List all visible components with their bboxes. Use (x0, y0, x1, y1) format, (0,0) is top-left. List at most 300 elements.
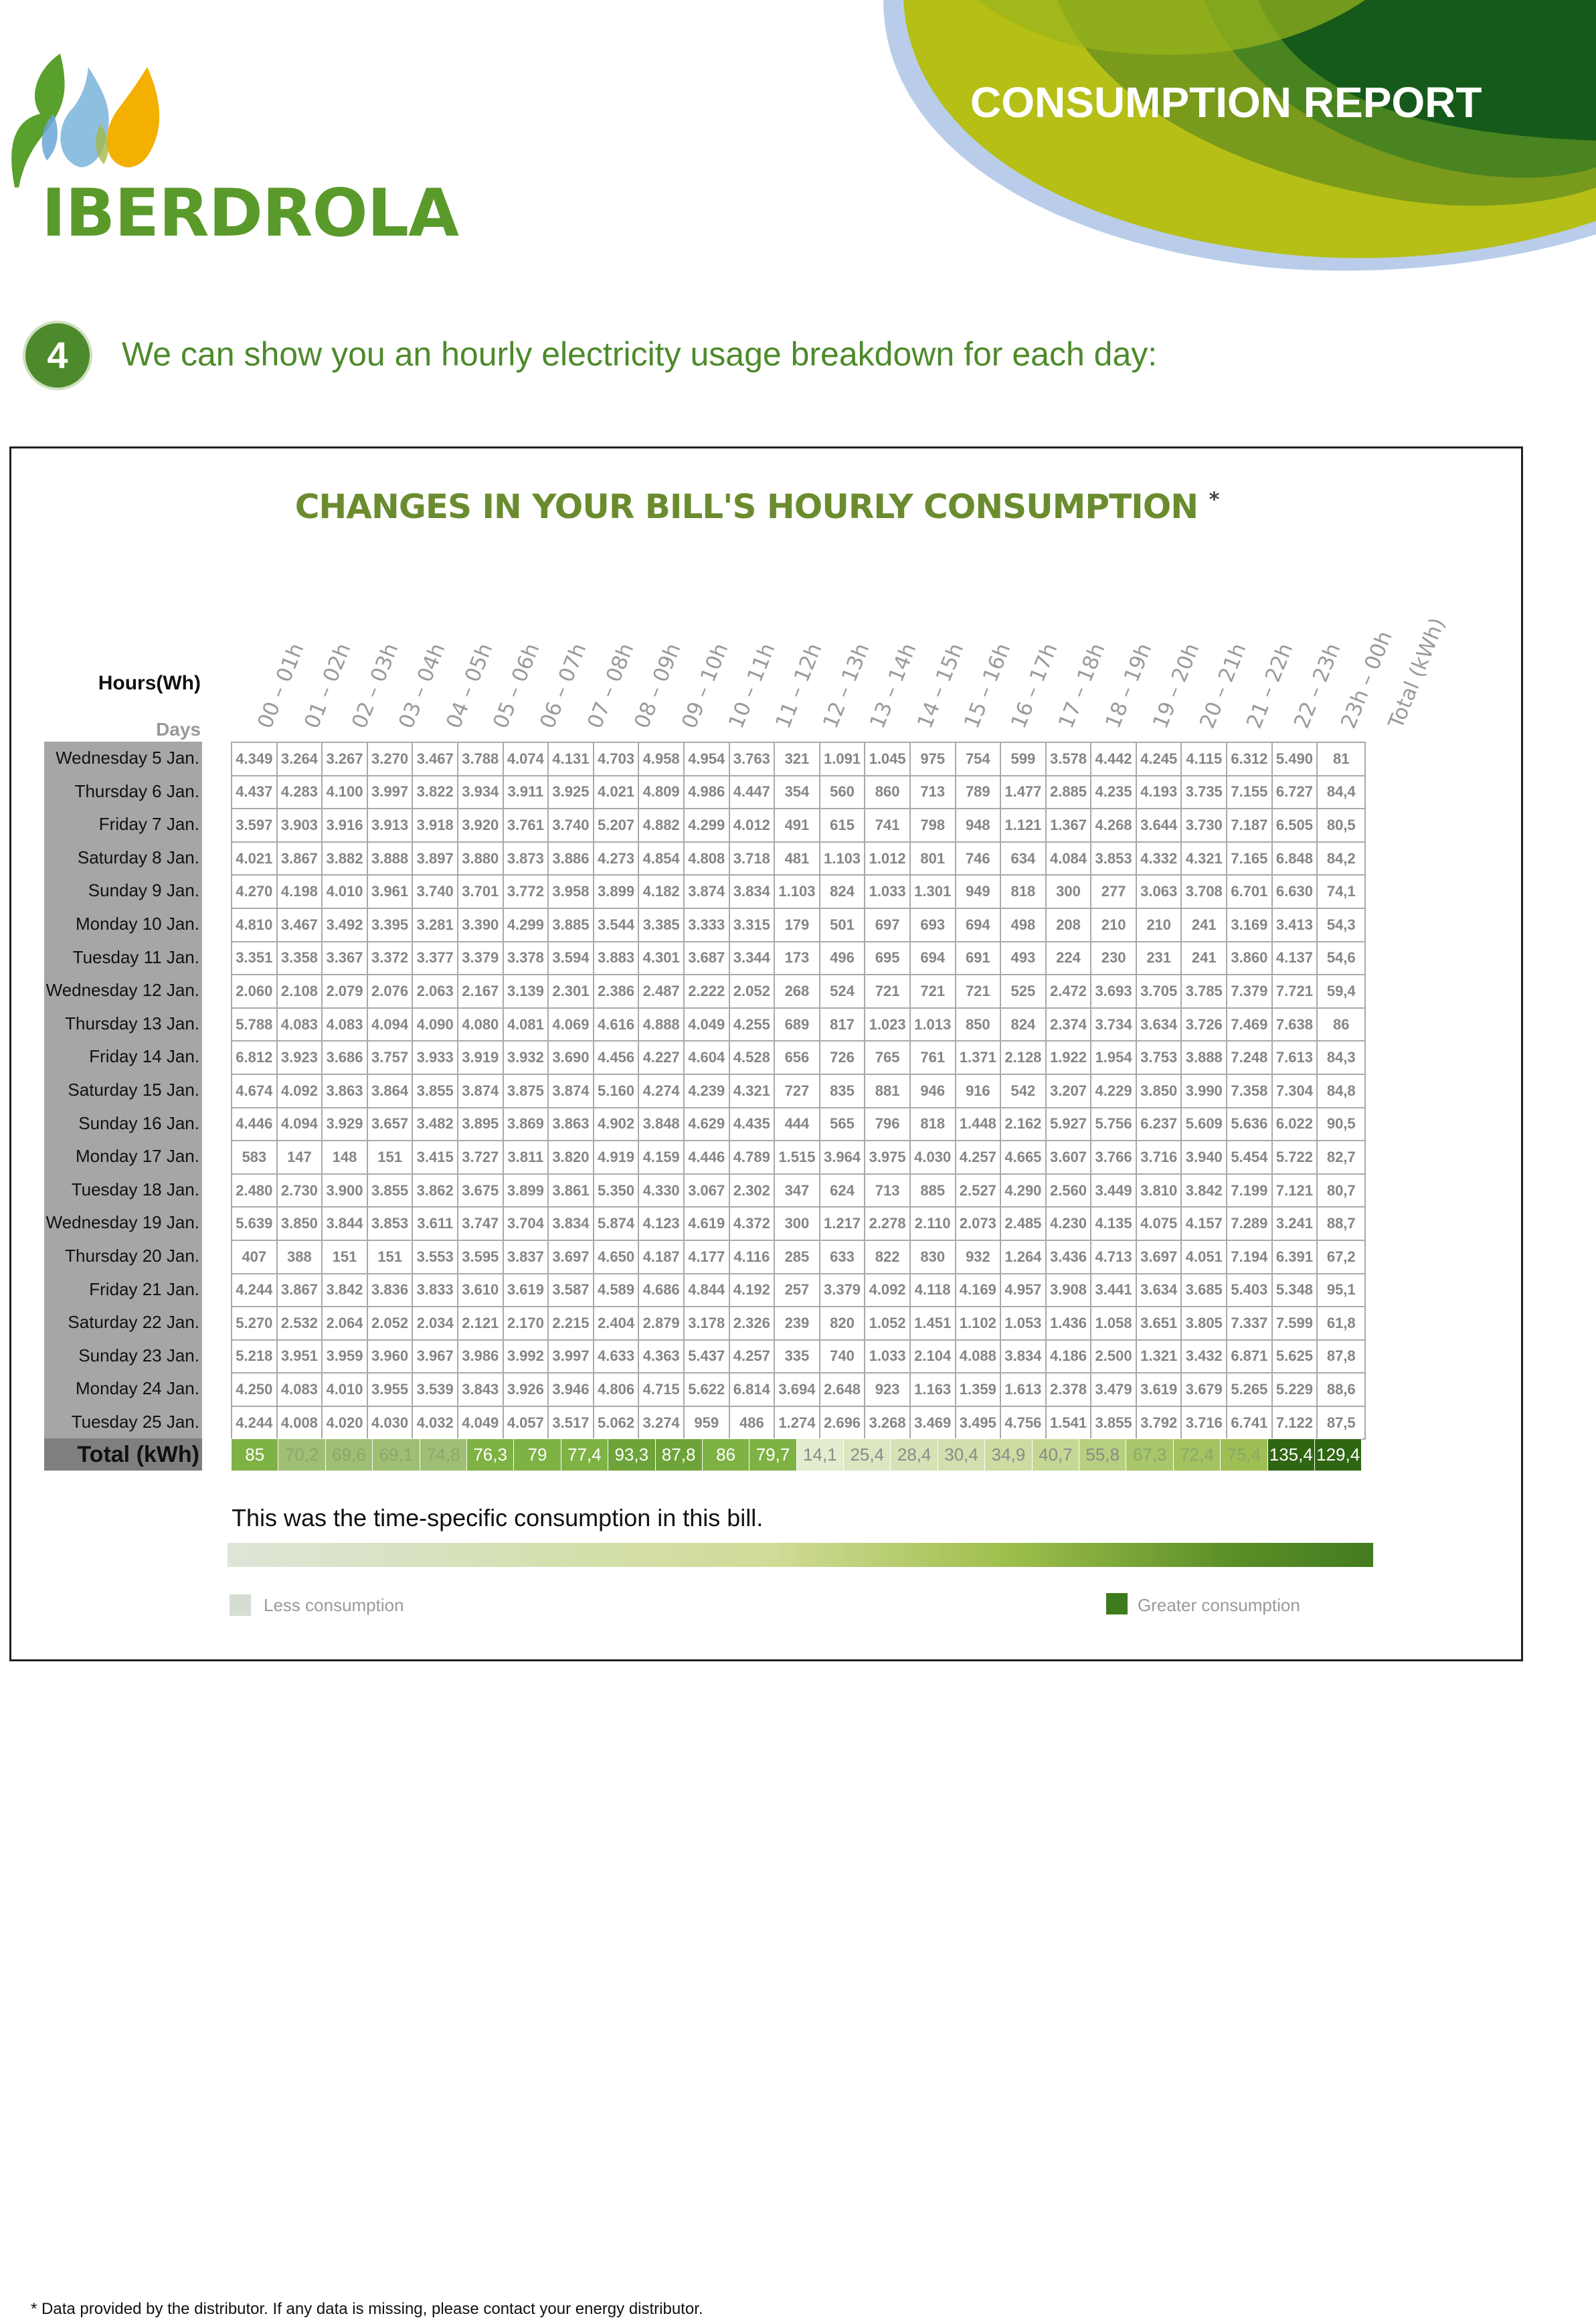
consumption-cell: 4.182 (638, 875, 684, 908)
consumption-cell: 5.927 (1046, 1108, 1091, 1141)
consumption-cell: 1.301 (910, 875, 956, 908)
hour-column-header: 03 – 04h (394, 639, 450, 732)
consumption-cell: 2.301 (548, 975, 594, 1008)
consumption-cell: 4.169 (956, 1274, 1001, 1307)
consumption-cell: 1.451 (910, 1307, 956, 1340)
consumption-cell: 4.177 (684, 1240, 729, 1274)
consumption-cell: 3.432 (1181, 1340, 1227, 1374)
consumption-cell: 3.918 (412, 809, 458, 842)
hour-total-cell: 70,2 (278, 1439, 325, 1471)
consumption-cell: 3.933 (412, 1041, 458, 1074)
consumption-cell: 3.997 (367, 776, 413, 809)
hour-total-cell: 40,7 (1032, 1439, 1079, 1471)
consumption-cell: 4.192 (729, 1274, 775, 1307)
consumption-cell: 2.480 (232, 1174, 277, 1208)
consumption-cell: 241 (1181, 908, 1227, 942)
consumption-cell: 444 (774, 1108, 820, 1141)
consumption-cell: 3.833 (412, 1274, 458, 1307)
hour-total-cell: 93,3 (608, 1439, 655, 1471)
consumption-cell: 3.395 (367, 908, 413, 942)
chart-title-text: CHANGES IN YOUR BILL'S HOURLY CONSUMPTION (294, 487, 1199, 526)
consumption-cell: 498 (1000, 908, 1046, 942)
consumption-cell: 3.992 (503, 1340, 549, 1374)
row-total-cell: 82,7 (1317, 1141, 1365, 1174)
consumption-cell: 2.500 (1091, 1340, 1136, 1374)
hour-column-header: 07 – 08h (582, 639, 639, 732)
consumption-cell: 4.528 (729, 1041, 775, 1074)
consumption-cell: 4.756 (1000, 1406, 1046, 1440)
consumption-cell: 3.834 (1000, 1340, 1046, 1374)
consumption-cell: 239 (774, 1307, 820, 1340)
consumption-cell: 277 (1091, 875, 1136, 908)
consumption-cell: 1.103 (774, 875, 820, 908)
consumption-cell: 3.597 (232, 809, 277, 842)
consumption-cell: 3.685 (1181, 1274, 1227, 1307)
consumption-cell: 3.853 (367, 1207, 413, 1240)
consumption-cell: 691 (956, 942, 1001, 975)
consumption-cell: 3.378 (503, 942, 549, 975)
consumption-cell: 3.967 (412, 1340, 458, 1374)
hour-total-cell: 55,8 (1079, 1439, 1126, 1471)
consumption-cell: 5.270 (232, 1307, 277, 1340)
hour-column-header: 15 – 16h (960, 639, 1016, 732)
consumption-cell: 4.135 (1091, 1207, 1136, 1240)
consumption-cell: 3.675 (458, 1174, 503, 1208)
consumption-cell: 695 (865, 942, 910, 975)
hours-header-label: Hours(Wh) (98, 672, 201, 694)
consumption-cell: 4.235 (1091, 776, 1136, 809)
consumption-cell: 2.052 (729, 975, 775, 1008)
consumption-cell: 7.638 (1272, 1008, 1318, 1042)
table-row (232, 1108, 1365, 1141)
consumption-cell: 3.961 (367, 875, 413, 908)
consumption-cell: 2.485 (1000, 1207, 1046, 1240)
consumption-cell: 3.517 (548, 1406, 594, 1440)
consumption-cell: 3.844 (322, 1207, 367, 1240)
consumption-cell: 4.229 (1091, 1074, 1136, 1108)
consumption-cell: 3.822 (412, 776, 458, 809)
consumption-gradient-bar (228, 1543, 1373, 1567)
consumption-cell: 4.193 (1136, 776, 1182, 809)
consumption-cell: 1.954 (1091, 1041, 1136, 1074)
consumption-cell: 5.348 (1272, 1274, 1318, 1307)
header-swoosh (857, 0, 1596, 281)
consumption-cell: 3.869 (503, 1108, 549, 1141)
consumption-cell: 3.657 (367, 1108, 413, 1141)
consumption-cell: 3.492 (322, 908, 367, 942)
consumption-cell: 3.834 (548, 1207, 594, 1240)
consumption-cell: 3.986 (458, 1340, 503, 1374)
day-label: Tuesday 25 Jan. (71, 1411, 199, 1432)
consumption-cell: 4.074 (503, 742, 549, 776)
consumption-cell: 3.874 (458, 1074, 503, 1108)
consumption-cell: 817 (820, 1008, 865, 1042)
consumption-cell: 210 (1136, 908, 1182, 942)
consumption-cell: 2.060 (232, 975, 277, 1008)
consumption-cell: 6.812 (232, 1041, 277, 1074)
consumption-cell: 7.155 (1227, 776, 1272, 809)
consumption-cell: 3.923 (277, 1041, 323, 1074)
hour-total-cell: 129,4 (1314, 1439, 1361, 1471)
row-total-cell: 59,4 (1317, 975, 1365, 1008)
consumption-cell: 4.081 (503, 1008, 549, 1042)
hour-column-header: 08 – 09h (630, 639, 686, 732)
consumption-cell: 3.946 (548, 1373, 594, 1406)
consumption-cell: 4.245 (1136, 742, 1182, 776)
consumption-cell: 3.553 (412, 1240, 458, 1274)
consumption-cell: 1.371 (956, 1041, 1001, 1074)
consumption-cell: 746 (956, 842, 1001, 876)
consumption-cell: 824 (820, 875, 865, 908)
day-label: Sunday 9 Jan. (88, 880, 199, 901)
day-label: Saturday 15 Jan. (68, 1079, 199, 1100)
consumption-cell: 491 (774, 809, 820, 842)
consumption-cell: 3.385 (638, 908, 684, 942)
consumption-cell: 6.237 (1136, 1108, 1182, 1141)
consumption-cell: 1.163 (910, 1373, 956, 1406)
hour-column-header: 02 – 03h (347, 639, 404, 732)
day-label: Monday 10 Jan. (75, 913, 199, 934)
consumption-cell: 4.116 (729, 1240, 775, 1274)
consumption-cell: 524 (820, 975, 865, 1008)
consumption-cell: 3.686 (322, 1041, 367, 1074)
hour-column-header: 09 – 10h (677, 639, 733, 732)
table-row (232, 842, 1365, 876)
hour-column-header: 00 – 01h (253, 639, 309, 732)
consumption-cell: 4.100 (322, 776, 367, 809)
consumption-cell: 1.023 (865, 1008, 910, 1042)
consumption-cell: 3.264 (277, 742, 323, 776)
consumption-cell: 1.217 (820, 1207, 865, 1240)
greater-consumption-label: Greater consumption (1138, 1595, 1300, 1615)
day-label: Thursday 20 Jan. (65, 1245, 199, 1266)
consumption-cell: 147 (277, 1141, 323, 1174)
consumption-cell: 3.867 (277, 842, 323, 876)
consumption-cell: 4.255 (729, 1008, 775, 1042)
consumption-cell: 3.315 (729, 908, 775, 942)
consumption-cell: 3.482 (412, 1108, 458, 1141)
consumption-cell: 6.505 (1272, 809, 1318, 842)
consumption-cell: 1.058 (1091, 1307, 1136, 1340)
consumption-cell: 4.244 (232, 1274, 277, 1307)
row-total-cell: 61,8 (1317, 1307, 1365, 1340)
consumption-cell: 5.062 (594, 1406, 639, 1440)
consumption-cell: 2.108 (277, 975, 323, 1008)
day-label: Monday 24 Jan. (75, 1378, 199, 1399)
consumption-cell: 1.359 (956, 1373, 1001, 1406)
consumption-cell: 4.715 (638, 1373, 684, 1406)
consumption-cell: 354 (774, 776, 820, 809)
consumption-cell: 4.589 (594, 1274, 639, 1307)
consumption-cell: 1.477 (1000, 776, 1046, 809)
consumption-cell: 916 (956, 1074, 1001, 1108)
consumption-cell: 224 (1046, 942, 1091, 975)
consumption-cell: 4.854 (638, 842, 684, 876)
hour-total-cell: 79,7 (749, 1439, 796, 1471)
consumption-cell: 4.954 (684, 742, 729, 776)
consumption-cell: 1.613 (1000, 1373, 1046, 1406)
hour-column-header: Total (kWh) (1383, 614, 1450, 732)
consumption-cell: 1.052 (865, 1307, 910, 1340)
consumption-cell: 230 (1091, 942, 1136, 975)
consumption-cell: 4.321 (729, 1074, 775, 1108)
table-row (232, 942, 1365, 975)
consumption-cell: 721 (956, 975, 1001, 1008)
consumption-cell: 6.814 (729, 1373, 775, 1406)
consumption-cell: 4.115 (1181, 742, 1227, 776)
consumption-cell: 4.051 (1181, 1240, 1227, 1274)
consumption-cell: 560 (820, 776, 865, 809)
consumption-cell: 3.934 (458, 776, 503, 809)
consumption-cell: 5.265 (1227, 1373, 1272, 1406)
consumption-cell: 583 (232, 1141, 277, 1174)
consumption-cell: 3.539 (412, 1373, 458, 1406)
consumption-cell: 1.091 (820, 742, 865, 776)
hour-total-cell: 79 (514, 1439, 561, 1471)
report-title: CONSUMPTION REPORT (970, 78, 1482, 127)
consumption-cell: 3.848 (638, 1108, 684, 1141)
consumption-cell: 3.911 (503, 776, 549, 809)
consumption-cell: 4.250 (232, 1373, 277, 1406)
consumption-cell: 5.788 (232, 1008, 277, 1042)
consumption-cell: 3.467 (412, 742, 458, 776)
row-total-cell: 84,3 (1317, 1041, 1365, 1074)
day-label: Thursday 13 Jan. (65, 1013, 199, 1033)
consumption-cell: 3.975 (865, 1141, 910, 1174)
consumption-cell: 565 (820, 1108, 865, 1141)
consumption-cell: 4.442 (1091, 742, 1136, 776)
consumption-cell: 3.888 (1181, 1041, 1227, 1074)
consumption-cell: 3.888 (367, 842, 413, 876)
hour-column-header: 20 – 21h (1195, 639, 1251, 732)
consumption-cell: 860 (865, 776, 910, 809)
consumption-cell: 3.726 (1181, 1008, 1227, 1042)
row-total-cell: 90,5 (1317, 1108, 1365, 1141)
consumption-cell: 3.842 (1181, 1174, 1227, 1208)
table-row (232, 1340, 1365, 1374)
hour-column-header: 19 – 20h (1148, 639, 1205, 732)
day-label: Sunday 16 Jan. (78, 1112, 199, 1133)
hour-total-cell: 74,8 (420, 1439, 466, 1471)
row-total-cell: 67,2 (1317, 1240, 1365, 1274)
consumption-cell: 1.274 (774, 1406, 820, 1440)
consumption-cell: 1.321 (1136, 1340, 1182, 1374)
consumption-cell: 4.363 (638, 1340, 684, 1374)
consumption-cell: 3.595 (458, 1240, 503, 1274)
consumption-cell: 148 (322, 1141, 367, 1174)
consumption-cell: 1.033 (865, 875, 910, 908)
row-total-cell: 84,8 (1317, 1074, 1365, 1108)
consumption-cell: 3.880 (458, 842, 503, 876)
consumption-cell: 2.052 (367, 1307, 413, 1340)
consumption-cell: 3.716 (1136, 1141, 1182, 1174)
consumption-note: This was the time-specific consumption in this bill. (232, 1504, 764, 1531)
consumption-cell: 2.532 (277, 1307, 323, 1340)
consumption-cell: 3.951 (277, 1340, 323, 1374)
hour-column-header: 11 – 12h (771, 639, 827, 732)
consumption-cell: 7.194 (1227, 1240, 1272, 1274)
consumption-cell: 3.785 (1181, 975, 1227, 1008)
consumption-cell: 3.964 (820, 1141, 865, 1174)
consumption-cell: 3.955 (367, 1373, 413, 1406)
consumption-cell: 615 (820, 809, 865, 842)
consumption-cell: 3.415 (412, 1141, 458, 1174)
consumption-cell: 824 (1000, 1008, 1046, 1042)
consumption-cell: 2.730 (277, 1174, 323, 1208)
consumption-cell: 2.696 (820, 1406, 865, 1440)
consumption-cell: 4.020 (322, 1406, 367, 1440)
consumption-cell: 3.178 (684, 1307, 729, 1340)
consumption-cell: 3.926 (503, 1373, 549, 1406)
consumption-cell: 4.806 (594, 1373, 639, 1406)
consumption-cell: 4.270 (232, 875, 277, 908)
consumption-cell: 4.090 (412, 1008, 458, 1042)
consumption-cell: 3.495 (956, 1406, 1001, 1440)
consumption-cell: 3.274 (638, 1406, 684, 1440)
consumption-cell: 4.123 (638, 1207, 684, 1240)
consumption-cell: 3.810 (1136, 1174, 1182, 1208)
consumption-cell: 4.021 (594, 776, 639, 809)
consumption-cell: 4.616 (594, 1008, 639, 1042)
consumption-cell: 3.479 (1091, 1373, 1136, 1406)
consumption-cell: 3.704 (503, 1207, 549, 1240)
consumption-cell: 2.487 (638, 975, 684, 1008)
consumption-cell: 946 (910, 1074, 956, 1108)
consumption-cell: 7.248 (1227, 1041, 1272, 1074)
consumption-cell: 3.634 (1136, 1274, 1182, 1307)
consumption-cell: 4.088 (956, 1340, 1001, 1374)
step-number-badge: 4 (25, 323, 90, 388)
consumption-cell: 3.772 (503, 875, 549, 908)
consumption-cell: 4.274 (638, 1074, 684, 1108)
consumption-cell: 3.067 (684, 1174, 729, 1208)
consumption-cell: 4.349 (232, 742, 277, 776)
consumption-cell: 3.436 (1046, 1240, 1091, 1274)
consumption-cell: 7.599 (1272, 1307, 1318, 1340)
row-total-cell: 84,4 (1317, 776, 1365, 809)
consumption-cell: 496 (820, 942, 865, 975)
total-row-label: Total (kWh) (44, 1438, 202, 1471)
table-row (232, 1141, 1365, 1174)
consumption-cell: 4.032 (412, 1406, 458, 1440)
consumption-cell: 885 (910, 1174, 956, 1208)
consumption-cell: 4.810 (232, 908, 277, 942)
consumption-cell: 4.083 (277, 1373, 323, 1406)
consumption-cell: 3.882 (322, 842, 367, 876)
consumption-cell: 2.170 (503, 1307, 549, 1340)
consumption-cell: 3.139 (503, 975, 549, 1008)
consumption-cell: 3.611 (412, 1207, 458, 1240)
consumption-cell: 3.413 (1272, 908, 1318, 942)
consumption-cell: 300 (774, 1207, 820, 1240)
consumption-cell: 3.885 (548, 908, 594, 942)
consumption-cell: 7.469 (1227, 1008, 1272, 1042)
consumption-cell: 2.386 (594, 975, 639, 1008)
consumption-cell: 3.860 (1227, 942, 1272, 975)
consumption-cell: 3.886 (548, 842, 594, 876)
consumption-cell: 3.333 (684, 908, 729, 942)
consumption-cell: 4.332 (1136, 842, 1182, 876)
row-total-cell: 88,6 (1317, 1373, 1365, 1406)
consumption-cell: 3.740 (412, 875, 458, 908)
consumption-cell: 151 (322, 1240, 367, 1274)
hourly-consumption-table (231, 742, 1366, 1440)
day-label: Thursday 6 Jan. (74, 780, 199, 801)
consumption-cell: 5.625 (1272, 1340, 1318, 1374)
consumption-cell: 959 (684, 1406, 729, 1440)
consumption-cell: 2.472 (1046, 975, 1091, 1008)
consumption-cell: 2.560 (1046, 1174, 1091, 1208)
consumption-cell: 1.367 (1046, 809, 1091, 842)
day-label: Sunday 23 Jan. (78, 1345, 199, 1365)
table-row (232, 742, 1365, 776)
consumption-cell: 2.374 (1046, 1008, 1091, 1042)
consumption-cell: 501 (820, 908, 865, 942)
consumption-cell: 4.010 (322, 875, 367, 908)
consumption-cell: 5.756 (1091, 1108, 1136, 1141)
consumption-cell: 3.610 (458, 1274, 503, 1307)
day-label: Tuesday 18 Jan. (71, 1179, 199, 1199)
consumption-cell: 948 (956, 809, 1001, 842)
table-row (232, 1008, 1365, 1042)
row-total-cell: 54,3 (1317, 908, 1365, 942)
consumption-cell: 5.207 (594, 809, 639, 842)
day-label: Friday 14 Jan. (89, 1046, 199, 1067)
consumption-cell: 2.404 (594, 1307, 639, 1340)
row-total-cell: 86 (1317, 1008, 1365, 1042)
table-row (232, 1240, 1365, 1274)
consumption-cell: 4.075 (1136, 1207, 1182, 1240)
consumption-cell: 5.403 (1227, 1274, 1272, 1307)
consumption-cell: 5.874 (594, 1207, 639, 1240)
consumption-cell: 3.875 (503, 1074, 549, 1108)
consumption-cell: 3.990 (1181, 1074, 1227, 1108)
day-label: Wednesday 5 Jan. (56, 748, 199, 768)
consumption-cell: 4.227 (638, 1041, 684, 1074)
consumption-cell: 4.083 (322, 1008, 367, 1042)
consumption-cell: 765 (865, 1041, 910, 1074)
consumption-cell: 2.326 (729, 1307, 775, 1340)
consumption-cell: 3.763 (729, 742, 775, 776)
hour-total-cell: 77,4 (561, 1439, 608, 1471)
consumption-cell: 257 (774, 1274, 820, 1307)
consumption-cell: 1.264 (1000, 1240, 1046, 1274)
consumption-cell: 4.301 (638, 942, 684, 975)
table-row (232, 1207, 1365, 1240)
greater-consumption-swatch (1106, 1593, 1128, 1614)
consumption-cell: 3.697 (1136, 1240, 1182, 1274)
row-total-cell: 74,1 (1317, 875, 1365, 908)
consumption-cell: 1.102 (956, 1307, 1001, 1340)
less-consumption-label: Less consumption (264, 1595, 404, 1615)
consumption-cell: 3.940 (1181, 1141, 1227, 1174)
consumption-cell: 3.344 (729, 942, 775, 975)
consumption-cell: 754 (956, 742, 1001, 776)
consumption-cell: 2.128 (1000, 1041, 1046, 1074)
hour-column-header: 12 – 13h (818, 639, 875, 732)
consumption-cell: 932 (956, 1240, 1001, 1274)
consumption-cell: 4.283 (277, 776, 323, 809)
consumption-cell: 7.165 (1227, 842, 1272, 876)
consumption-cell: 4.446 (684, 1141, 729, 1174)
consumption-cell: 624 (820, 1174, 865, 1208)
consumption-cell: 7.613 (1272, 1041, 1318, 1074)
consumption-cell: 4.456 (594, 1041, 639, 1074)
consumption-cell: 3.853 (1091, 842, 1136, 876)
consumption-cell: 1.436 (1046, 1307, 1091, 1340)
iberdrola-leaf-logo-icon (0, 40, 167, 194)
consumption-cell: 4.330 (638, 1174, 684, 1208)
